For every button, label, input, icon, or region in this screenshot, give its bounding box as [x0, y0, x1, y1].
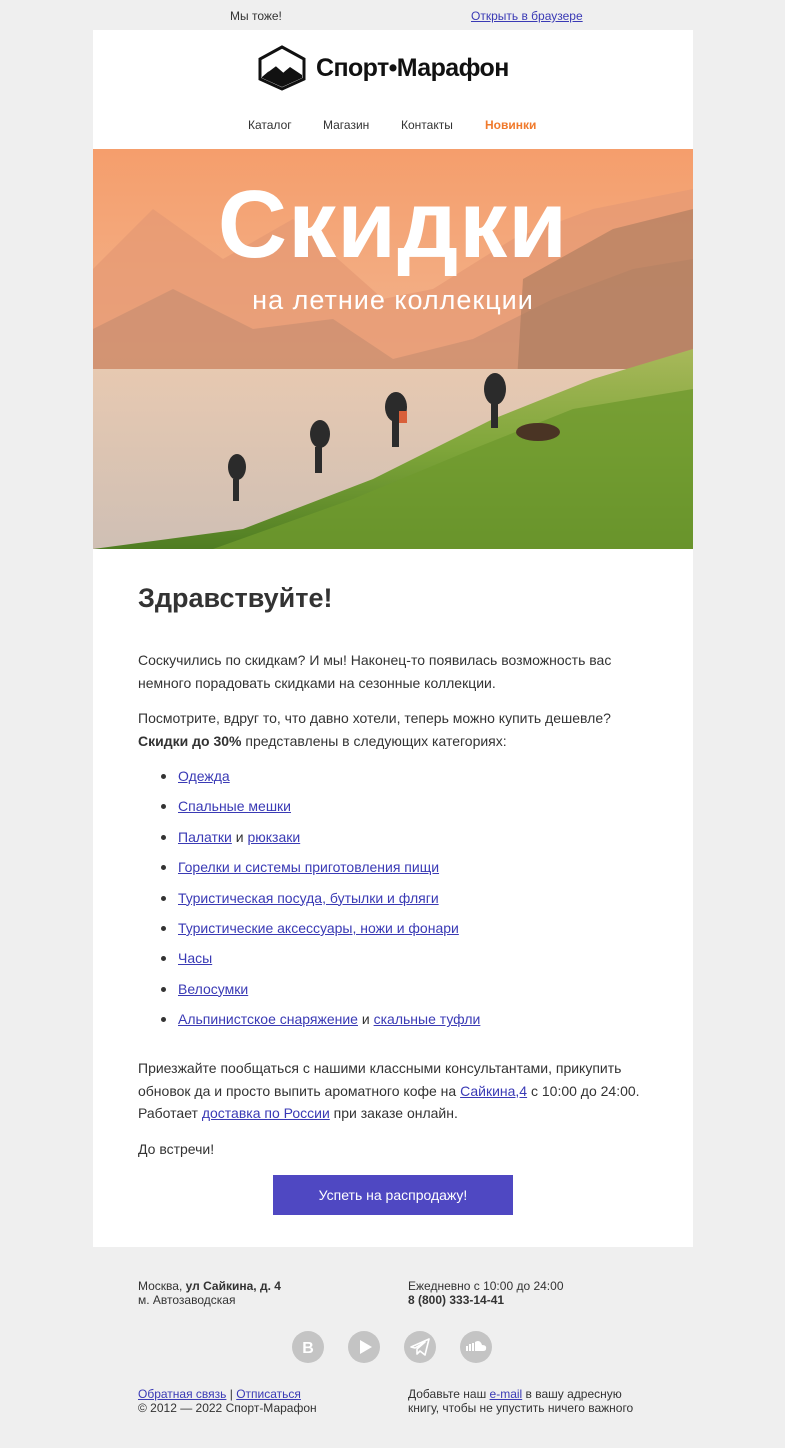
address-street: ул Сайкина, д. 4 [185, 1279, 281, 1293]
feedback-link[interactable]: Обратная связь [138, 1387, 227, 1401]
email-link[interactable]: e-mail [489, 1387, 523, 1401]
greeting-heading: Здравствуйте! [138, 583, 333, 613]
discount-text: Посмотрите, вдруг то, что давно хотели, теперь можно купить дешевле? [138, 710, 611, 726]
addressbook-end: в вашу адресную книгу, чтобы не упустить ничего важного [408, 1387, 634, 1415]
soundcloud-icon[interactable] [460, 1331, 492, 1363]
preheader [0, 0, 785, 30]
category-link-sleeping-bags[interactable]: Спальные мешки [178, 798, 291, 815]
opening-hours: Ежедневно с 10:00 до 24:00 [408, 1279, 564, 1293]
nav-item-store[interactable]: Магазин [323, 118, 370, 132]
unsubscribe-link[interactable]: Отписаться [236, 1387, 301, 1401]
sale-cta-button[interactable]: Успеть на распродажу! [273, 1175, 513, 1215]
email-card [93, 30, 693, 1247]
footer-hours [408, 1279, 564, 1307]
nav-item-contacts[interactable]: Контакты [401, 118, 453, 132]
hero-subtitle: на летние коллекции [252, 285, 534, 315]
hero-banner[interactable] [93, 149, 693, 549]
brand-name: Спорт•Марафон [316, 54, 509, 82]
vk-icon[interactable] [292, 1331, 324, 1363]
category-link-tents[interactable]: Палатки [178, 828, 232, 845]
list-item [138, 918, 648, 948]
preheader-text: Мы тоже! [230, 9, 282, 23]
main-nav [93, 118, 693, 134]
open-in-browser-link[interactable]: Открыть в браузере [471, 9, 583, 23]
category-link-watches[interactable]: Часы [178, 950, 213, 967]
category-link-burners[interactable]: Горелки и системы приготовления пищи [178, 859, 440, 876]
youtube-icon[interactable] [348, 1331, 380, 1363]
list-item [138, 979, 648, 1009]
telegram-icon[interactable] [404, 1331, 436, 1363]
discount-paragraph [138, 707, 648, 752]
category-link-cookware[interactable]: Туристическая посуда, бутылки и фляги [178, 889, 439, 906]
footer-addressbook [408, 1387, 648, 1415]
discount-highlight: Скидки до 30% [138, 732, 242, 749]
and-text: и [357, 1011, 374, 1028]
list-item [138, 766, 648, 796]
logo[interactable] [256, 45, 531, 91]
list-item [138, 1009, 648, 1039]
address-metro: м. Автозаводская [138, 1293, 236, 1307]
delivery-link[interactable]: доставка по России [201, 1105, 330, 1121]
farewell-text: До встречи! [138, 1141, 215, 1157]
visit-text-start: Приезжайте пообщаться с нашими классными консультантами, прикупить обновок да и просто выпить ароматного кофе на [138, 1060, 622, 1099]
addressbook-start: Добавьте наш [408, 1387, 490, 1401]
category-link-backpacks[interactable]: рюкзаки [247, 828, 301, 845]
list-item [138, 857, 648, 887]
list-item [138, 796, 648, 826]
footer-address [138, 1279, 281, 1307]
list-item [138, 827, 648, 857]
visit-text-mid: с 10:00 до 24:00. Работает [138, 1082, 640, 1121]
visit-text-end: при заказе онлайн. [329, 1105, 458, 1121]
category-link-climbing-shoes[interactable]: скальные туфли [373, 1011, 481, 1028]
link-separator: | [226, 1387, 237, 1401]
footer-links [138, 1387, 317, 1415]
footer [0, 1247, 785, 1448]
category-link-bike-bags[interactable]: Велосумки [178, 980, 249, 997]
copyright: © 2012 — 2022 Спорт-Марафон [138, 1401, 317, 1415]
list-item [138, 948, 648, 978]
phone-number[interactable]: 8 (800) 333-14-41 [408, 1293, 505, 1307]
hero-title: Скидки [217, 171, 569, 278]
discount-tail: представлены в следующих категориях: [241, 732, 507, 749]
nav-item-catalog[interactable]: Каталог [248, 118, 292, 132]
category-list [138, 766, 648, 1040]
intro-paragraph: Соскучились по скидкам? И мы! Наконец-то появилась возможность вас немного порадовать скидками на сезонные коллекции. [138, 652, 612, 691]
visit-paragraph [138, 1057, 648, 1125]
address-link[interactable]: Сайкина,4 [460, 1082, 528, 1099]
category-link-clothes[interactable]: Одежда [178, 768, 230, 784]
category-link-climbing-gear[interactable]: Альпинистское снаряжение [178, 1011, 358, 1028]
and-text: и [231, 828, 248, 845]
svg-text:В: В [302, 1340, 314, 1357]
mountain-logo-icon [256, 45, 308, 91]
address-city: Москва, [138, 1279, 186, 1293]
list-item [138, 888, 648, 918]
category-link-accessories[interactable]: Туристические аксессуары, ножи и фонари [178, 919, 459, 936]
nav-item-new[interactable]: Новинки [485, 118, 537, 132]
